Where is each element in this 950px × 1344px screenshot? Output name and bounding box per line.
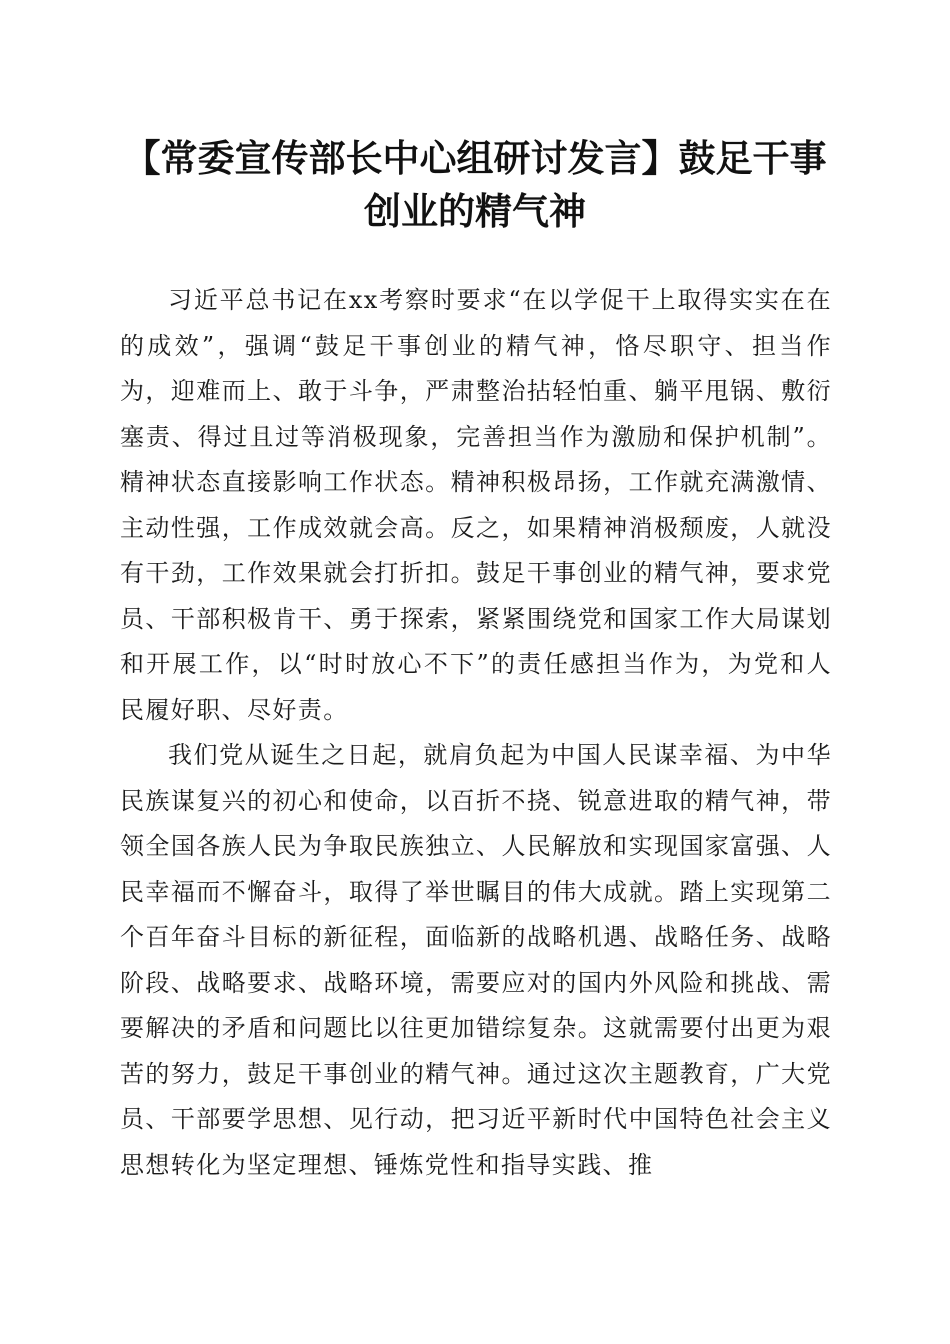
document-title: 【常委宣传部长中心组研讨发言】鼓足干事创业的精气神 [123,136,827,233]
document-body [120,278,832,1188]
paragraph-1: 习近平总书记在xx考察时要求“在以学促干上取得实实在在的成效”，强调“鼓足干事创业的精气神，恪尽职守、担当作为，迎难而上、敢于斗争，严肃整治拈轻怕重、躺平甩锅、敷衍塞责、得过且过等消极现象，完善担当作为激励和保护机制”。精神状态直接影响工作状态。精神积极昂扬，工作就充满激情、主动性强，工作成效就会高。反之，如果精神消极颓废，人就没有干劲，工作效果就会打折扣。鼓足干事创业的精气神，要求党员、干部积极肯干、勇于探索，紧紧围绕党和国家工作大局谋划和开展工作，以“时时放心不下”的责任感担当作为，为党和人民履好职、尽好责。 [120,286,832,724]
paragraph-2: 我们党从诞生之日起，就肩负起为中国人民谋幸福、为中华民族谋复兴的初心和使命，以百折不挠、锐意进取的精气神，带领全国各族人民为争取民族独立、人民解放和实现国家富强、人民幸福而不懈奋斗，取得了举世瞩目的伟大成就。踏上实现第二个百年奋斗目标的新征程，面临新的战略机遇、战略任务、战略阶段、战略要求、战略环境，需要应对的国内外风险和挑战、需要解决的矛盾和问题比以往更加错综复杂。这就需要付出更为艰苦的努力，鼓足干事创业的精气神。通过这次主题教育，广大党员、干部要学思想、见行动，把习近平新时代中国特色社会主义思想转化为坚定理想、锤炼党性和指导实践、推 [120,741,832,1179]
